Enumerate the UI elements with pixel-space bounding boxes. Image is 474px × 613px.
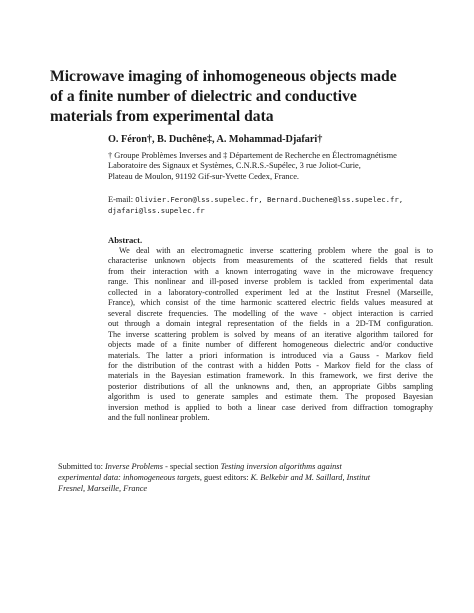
submitted-sep: - special section: [165, 462, 219, 471]
abstract-line: range. This nonlinear and ill-posed inverse problem is tackled from experimental data: [108, 277, 433, 287]
abstract-line: algorithm is used to generate samples and estimate them. The proposed Bayesian: [108, 392, 433, 402]
abstract-text: [108, 246, 433, 424]
submitted-label: Submitted to:: [58, 462, 103, 471]
abstract-heading: Abstract.: [108, 235, 143, 245]
abstract-line: posterior distributions of all the unknowns and, then, an appropriate Gibbs sampling: [108, 381, 433, 391]
special-section-title: Testing inversion algorithms against: [220, 462, 342, 471]
abstract-line: out through a domain integral representation of the fields in a 2D-TM configuration.: [108, 319, 433, 329]
affiliation-line: Plateau de Moulon, 91192 Gif-sur-Yvette Cedex, France.: [108, 171, 300, 181]
abstract-line: for the distribution of the contrast with a hidden Potts - Markov field for the class of: [108, 360, 433, 370]
abstract-line: from their interaction with a known interrogating wave in the microwave frequency: [108, 266, 433, 276]
title-line: materials from experimental data: [50, 108, 274, 125]
guest-editors: K. Belkebir and M. Saillard, Institut: [250, 473, 371, 483]
abstract-line: and the full nonlinear problem.: [108, 413, 210, 423]
abstract-line: several discrete frequencies. The modelling of the wave - object interaction is carried: [108, 308, 433, 318]
affiliation-line: † Groupe Problèmes Inverses and ‡ Département de Recherche en Électromagnétisme: [108, 151, 397, 160]
affiliation-line: Laboratoire des Signaux et Systèmes, C.N.R.S.-Supélec, 3 rue Joliot-Curie,: [108, 161, 361, 171]
abstract-line: The inverse scattering problem is solved by means of an iterative algorithm tailored for: [108, 329, 433, 339]
email-label: E-mail:: [108, 195, 134, 204]
affiliation-block: [108, 151, 430, 182]
abstract-line: inversion method is applied to both a linear case derived from diffraction tomography: [108, 402, 433, 412]
email-block: [108, 194, 438, 216]
journal-name: Inverse Problems: [105, 462, 164, 471]
guest-editors-label: , guest editors:: [199, 473, 249, 483]
email-addresses-line-2: djafari@lss.supelec.fr: [108, 206, 205, 215]
title-line: Microwave imaging of inhomogeneous objects made: [50, 68, 397, 85]
author-list: O. Féron†, B. Duchêne‡, A. Mohammad-Djafari†: [108, 134, 323, 145]
abstract-line: We deal with an electromagnetic inverse scattering problem where the goal is to: [119, 246, 433, 255]
abstract-line: France), which consist of the time harmonic scattered electric fields values measured at: [108, 298, 433, 308]
special-section-title-cont: experimental data: inhomogeneous targets: [58, 473, 200, 483]
abstract-line: objects made of a finite number of different homogeneous dielectric and/or conductive: [108, 340, 433, 350]
abstract-line: characterise unknown objects from measurements of the scattered fields that result: [108, 256, 433, 266]
submission-note: [58, 461, 438, 495]
abstract-line: materials. The latter a priori information is introduced via a Gauss - Markov field: [108, 350, 433, 360]
abstract-line: collected in a laboratory-controlled experiment led at the Institut Fresnel (Marseille,: [108, 287, 433, 297]
guest-editors-affiliation: Fresnel, Marseille, France: [58, 484, 148, 494]
paper-title: [50, 67, 440, 127]
email-addresses-line-1: Olivier.Feron@lss.supelec.fr, Bernard.Duchene@lss.supelec.fr,: [135, 195, 404, 204]
title-line: of a finite number of dielectric and conductive: [50, 88, 357, 105]
abstract-line: materials in the Bayesian estimation framework. In this framework, we first derive the: [108, 371, 433, 381]
